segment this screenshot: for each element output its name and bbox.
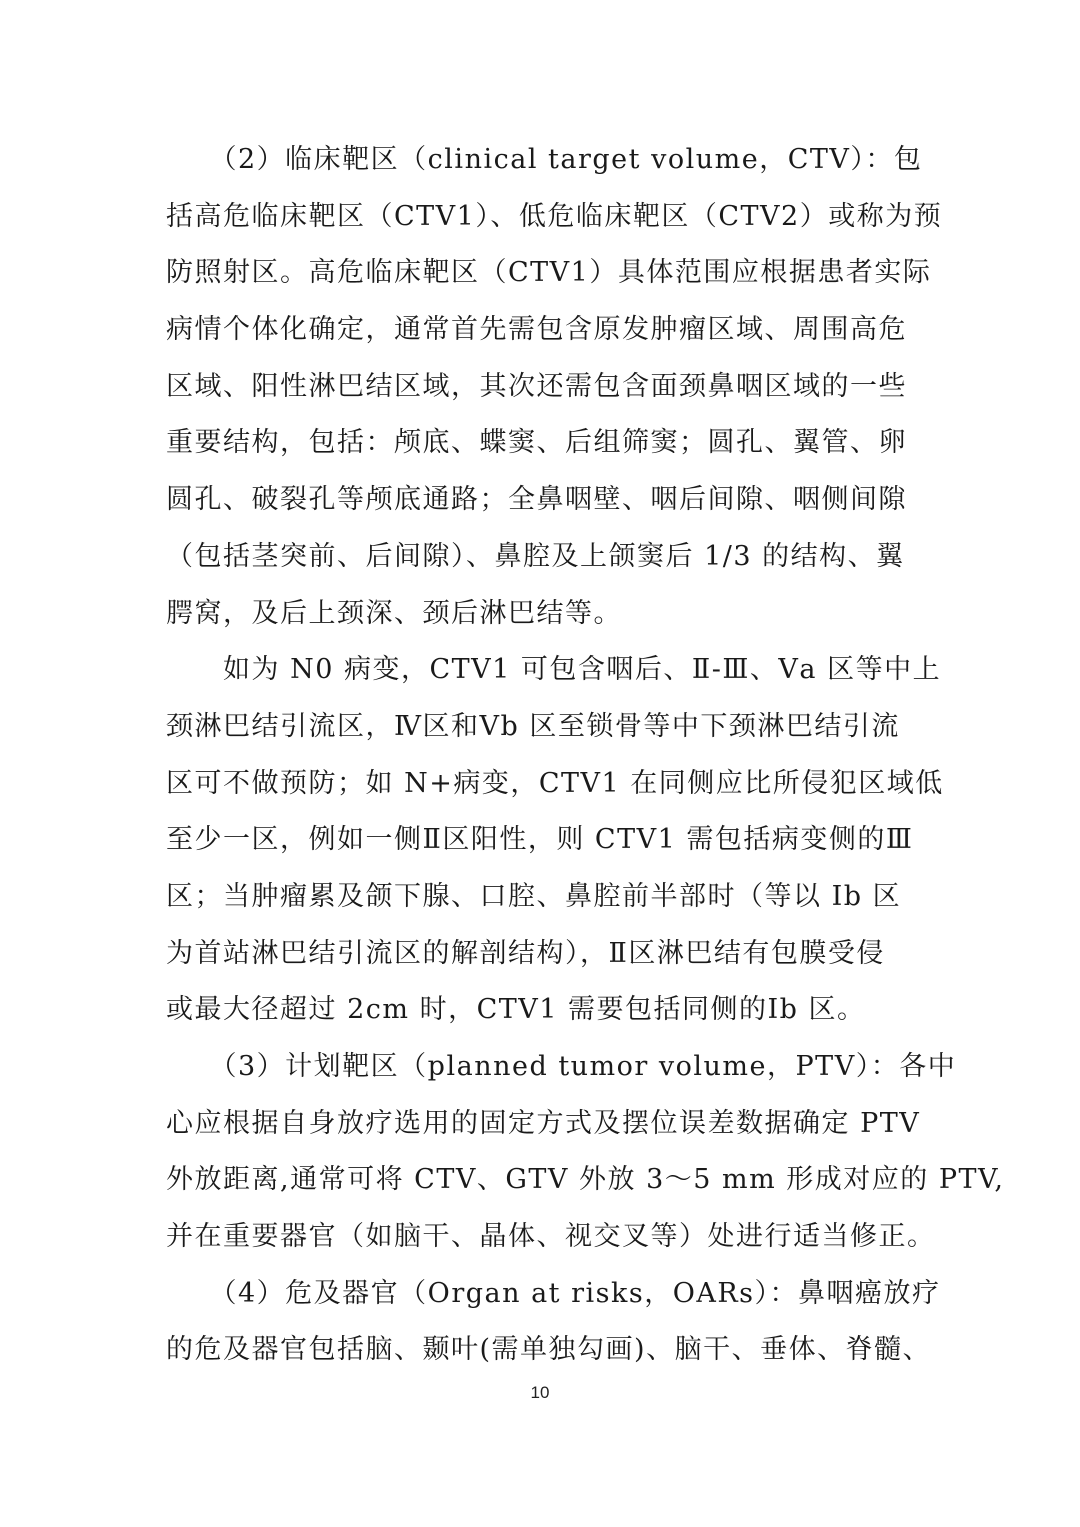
text-line: 圆孔、破裂孔等颅底通路；全鼻咽壁、咽后间隙、咽侧间隙 [166,484,907,516]
text-line: 并在重要器官（如脑干、晶体、视交叉等）处进行适当修正。 [166,1221,936,1253]
text-line: 括高危临床靶区（CTV1）、低危临床靶区（CTV2）或称为预 [166,200,943,232]
text-line: 区；当肿瘤累及颌下腺、口腔、鼻腔前半部时（等以 Ib 区 [166,880,902,912]
body-text [166,132,1005,1379]
text-line: 腭窝，及后上颈深、颈后淋巴结等。 [166,597,622,629]
text-line: 至少一区，例如一侧Ⅱ区阳性，则 CTV1 需包括病变侧的Ⅲ [166,824,914,856]
text-line: 心应根据自身放疗选用的固定方式及摆位误差数据确定 PTV [166,1107,921,1139]
text-line: 为首站淋巴结引流区的解剖结构），Ⅱ区淋巴结有包膜受侵 [166,937,885,969]
text-line: 如为 N0 病变，CTV1 可包含咽后、Ⅱ-Ⅲ、Ⅴa 区等中上 [166,654,942,686]
text-line: 或最大径超过 2cm 时，CTV1 需要包括同侧的Ⅰb 区。 [166,994,866,1026]
text-line: 病情个体化确定，通常首先需包含原发肿瘤区域、周围高危 [166,314,907,346]
text-line: 区域、阳性淋巴结区域，其次还需包含面颈鼻咽区域的一些 [166,370,907,402]
text-line: 颈淋巴结引流区，Ⅳ区和Ⅴb 区至锁骨等中下颈淋巴结引流 [166,710,900,742]
text-line: （4）危及器官（Organ at risks，OARs）：鼻咽癌放疗 [166,1277,941,1309]
text-line: （3）计划靶区（planned tumor volume，PTV）：各中 [166,1051,957,1082]
text-line: （包括茎突前、后间隙）、鼻腔及上颌窦后 1/3 的结构、翼 [166,540,905,572]
text-line: 区可不做预防；如 N+病变，CTV1 在同侧应比所侵犯区域低 [166,767,944,799]
text-line: （2）临床靶区（clinical target volume，CTV）：包 [166,144,923,175]
page-number: 10 [530,1383,550,1402]
text-line: 重要结构，包括：颅底、蝶窦、后组筛窦；圆孔、翼管、卵 [166,427,907,459]
text-line: 防照射区。高危临床靶区（CTV1）具体范围应根据患者实际 [166,257,932,289]
text-line: 的危及器官包括脑、颞叶(需单独勾画)、脑干、垂体、脊髓、 [166,1334,932,1366]
text-line: 外放距离,通常可将 CTV、GTV 外放 3～5 mm 形成对应的 PTV, [166,1164,1005,1196]
